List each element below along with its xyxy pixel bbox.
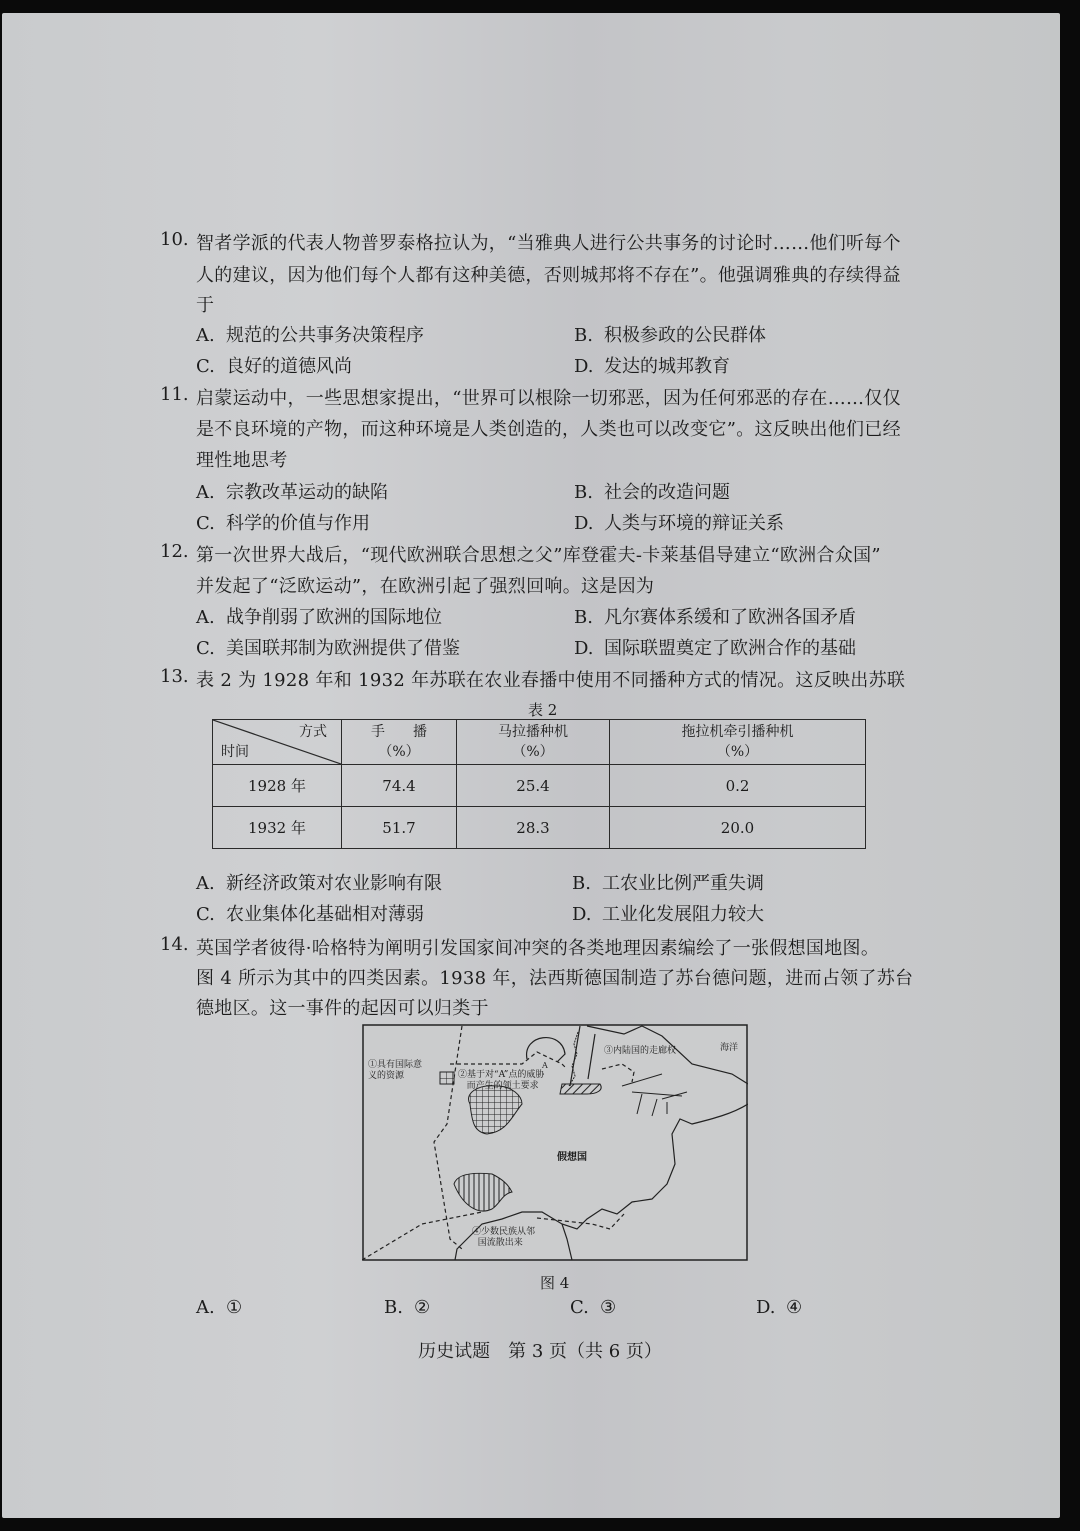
label-ocean: 海洋 bbox=[720, 1043, 739, 1053]
option-key: C. bbox=[196, 356, 215, 377]
option-text: ① bbox=[226, 1297, 243, 1318]
question-stem-line: 表 2 为 1928 年和 1932 年苏联在农业春播中使用不同播种方式的情况。这反映出苏联 bbox=[196, 670, 906, 691]
option-text: 工业化发展阻力较大 bbox=[602, 904, 764, 925]
question-number: 11. bbox=[160, 384, 189, 405]
label-factor-2: ②基于对“A”点的威胁 而产生的领土要求 bbox=[458, 1070, 545, 1091]
question-stem-line: 于 bbox=[196, 295, 215, 316]
option-d[interactable] bbox=[574, 634, 856, 660]
option-key: D. bbox=[572, 904, 592, 925]
question-stem-line: 图 4 所示为其中的四类因素。1938 年，法西斯德国制造了苏台德问题，进而占领了苏台 bbox=[196, 968, 914, 989]
option-key: D. bbox=[574, 356, 594, 377]
option-text: 国际联盟奠定了欧洲合作的基础 bbox=[604, 638, 856, 659]
option-key: B. bbox=[572, 873, 591, 894]
option-text: 新经济政策对农业影响有限 bbox=[226, 873, 442, 894]
corner-top-label: 方式 bbox=[299, 724, 327, 740]
column-unit: （%） bbox=[716, 744, 759, 760]
table-cell: 25.4 bbox=[457, 765, 610, 807]
option-text: 良好的道德风尚 bbox=[226, 356, 352, 377]
option-key: C. bbox=[570, 1297, 589, 1318]
corner-bottom-label: 时间 bbox=[221, 744, 249, 760]
option-text: 工农业比例严重失调 bbox=[602, 873, 764, 894]
table-row bbox=[213, 765, 866, 807]
option-d[interactable] bbox=[572, 900, 764, 926]
option-b[interactable] bbox=[384, 1297, 430, 1318]
option-text: 规范的公共事务决策程序 bbox=[226, 325, 424, 346]
option-key: A. bbox=[196, 325, 215, 346]
option-b[interactable] bbox=[574, 478, 730, 504]
option-a[interactable] bbox=[196, 478, 388, 504]
column-unit: （%） bbox=[378, 744, 420, 760]
option-c[interactable] bbox=[570, 1297, 616, 1318]
table-cell: 28.3 bbox=[457, 807, 610, 849]
label-factor-4: ④少数民族从邻 国流散出来 bbox=[472, 1227, 536, 1248]
table-cell: 51.7 bbox=[342, 807, 457, 849]
option-d[interactable] bbox=[574, 352, 730, 378]
table-header-row bbox=[213, 720, 866, 765]
figure-caption: 图 4 bbox=[540, 1274, 570, 1292]
question-stem-line: 启蒙运动中，一些思想家提出，“世界可以根除一切邪恶，因为任何邪恶的存在……仅仅 bbox=[196, 388, 901, 409]
option-text: 科学的价值与作用 bbox=[226, 513, 370, 534]
option-a[interactable] bbox=[196, 603, 442, 629]
question-number: 14. bbox=[160, 934, 189, 955]
option-key: B. bbox=[574, 482, 593, 503]
option-d[interactable] bbox=[756, 1297, 802, 1318]
question-stem-line: 德地区。这一事件的起因可以归类于 bbox=[196, 998, 489, 1019]
option-a[interactable] bbox=[196, 321, 424, 347]
option-key: D. bbox=[574, 513, 594, 534]
table-cell: 0.2 bbox=[610, 765, 866, 807]
page-footer: 历史试题 第 3 页（共 6 页） bbox=[418, 1341, 662, 1362]
question-number: 12. bbox=[160, 541, 189, 562]
option-a[interactable] bbox=[196, 869, 442, 895]
question-stem-line: 智者学派的代表人物普罗泰格拉认为，“当雅典人进行公共事务的讨论时……他们听每个 bbox=[196, 233, 901, 254]
option-text: ③ bbox=[600, 1297, 617, 1318]
option-a[interactable] bbox=[196, 1297, 242, 1318]
option-text: 美国联邦制为欧洲提供了借鉴 bbox=[226, 638, 460, 659]
option-key: C. bbox=[196, 513, 215, 534]
table-cell-year: 1932 年 bbox=[213, 807, 342, 849]
table-header-cell bbox=[610, 720, 866, 765]
option-key: A. bbox=[196, 607, 215, 628]
hypothetical-country-map bbox=[362, 1024, 748, 1261]
svg-text:A: A bbox=[542, 1061, 548, 1070]
option-key: A. bbox=[196, 482, 215, 503]
option-key: A. bbox=[196, 1297, 215, 1318]
data-table bbox=[212, 719, 866, 849]
column-name: 拖拉机牵引播种机 bbox=[681, 724, 794, 740]
question-number: 13. bbox=[160, 666, 189, 687]
option-d[interactable] bbox=[574, 509, 784, 535]
option-text: 战争削弱了欧洲的国际地位 bbox=[226, 607, 442, 628]
column-name: 手 播 bbox=[371, 724, 427, 740]
table-header-cell bbox=[342, 720, 457, 765]
option-key: C. bbox=[196, 638, 215, 659]
option-key: D. bbox=[574, 638, 594, 659]
option-text: 发达的城邦教育 bbox=[604, 356, 730, 377]
table-cell: 20.0 bbox=[610, 807, 866, 849]
option-text: 社会的改造问题 bbox=[604, 482, 730, 503]
question-stem-line: 理性地思考 bbox=[196, 450, 288, 471]
label-factor-1: ①具有国际意 义的资源 bbox=[368, 1060, 423, 1081]
question-stem-line: 是不良环境的产物，而这种环境是人类创造的，人类也可以改变它”。这反映出他们已经 bbox=[196, 419, 901, 440]
column-name: 马拉播种机 bbox=[498, 724, 568, 740]
table-header-cell bbox=[457, 720, 610, 765]
table-caption: 表 2 bbox=[528, 701, 558, 719]
option-key: B. bbox=[574, 607, 593, 628]
label-country: 假想国 bbox=[557, 1152, 587, 1163]
option-text: 凡尔赛体系缓和了欧洲各国矛盾 bbox=[604, 607, 856, 628]
option-text: 农业集体化基础相对薄弱 bbox=[226, 904, 424, 925]
option-b[interactable] bbox=[572, 869, 764, 895]
option-text: ② bbox=[414, 1297, 431, 1318]
option-text: 宗教改革运动的缺陷 bbox=[226, 482, 388, 503]
table-cell: 74.4 bbox=[342, 765, 457, 807]
table-corner-cell bbox=[213, 720, 342, 765]
question-stem-line: 第一次世界大战后，“现代欧洲联合思想之父”库登霍夫-卡莱基倡导建立“欧洲合众国” bbox=[196, 545, 881, 566]
question-number: 10. bbox=[160, 229, 189, 250]
option-c[interactable] bbox=[196, 634, 460, 660]
question-stem-line: 人的建议，因为他们每个人都有这种美德，否则城邦将不存在”。他强调雅典的存续得益 bbox=[196, 265, 901, 286]
option-c[interactable] bbox=[196, 352, 352, 378]
option-c[interactable] bbox=[196, 509, 370, 535]
label-factor-3: ③内陆国的走廊权 bbox=[604, 1046, 677, 1056]
option-key: B. bbox=[574, 325, 593, 346]
option-text: 人类与环境的辩证关系 bbox=[604, 513, 784, 534]
option-key: A. bbox=[196, 873, 215, 894]
option-text: ④ bbox=[786, 1297, 803, 1318]
table-cell-year: 1928 年 bbox=[213, 765, 342, 807]
column-unit: （%） bbox=[512, 744, 554, 760]
option-b[interactable] bbox=[574, 321, 766, 347]
option-key: B. bbox=[384, 1297, 403, 1318]
option-c[interactable] bbox=[196, 900, 424, 926]
table-row bbox=[213, 807, 866, 849]
option-key: D. bbox=[756, 1297, 776, 1318]
option-text: 积极参政的公民群体 bbox=[604, 325, 766, 346]
option-key: C. bbox=[196, 904, 215, 925]
option-b[interactable] bbox=[574, 603, 856, 629]
question-stem-line: 并发起了“泛欧运动”，在欧洲引起了强烈回响。这是因为 bbox=[196, 576, 655, 597]
question-stem-line: 英国学者彼得·哈格特为阐明引发国家间冲突的各类地理因素编绘了一张假想国地图。 bbox=[196, 938, 880, 959]
